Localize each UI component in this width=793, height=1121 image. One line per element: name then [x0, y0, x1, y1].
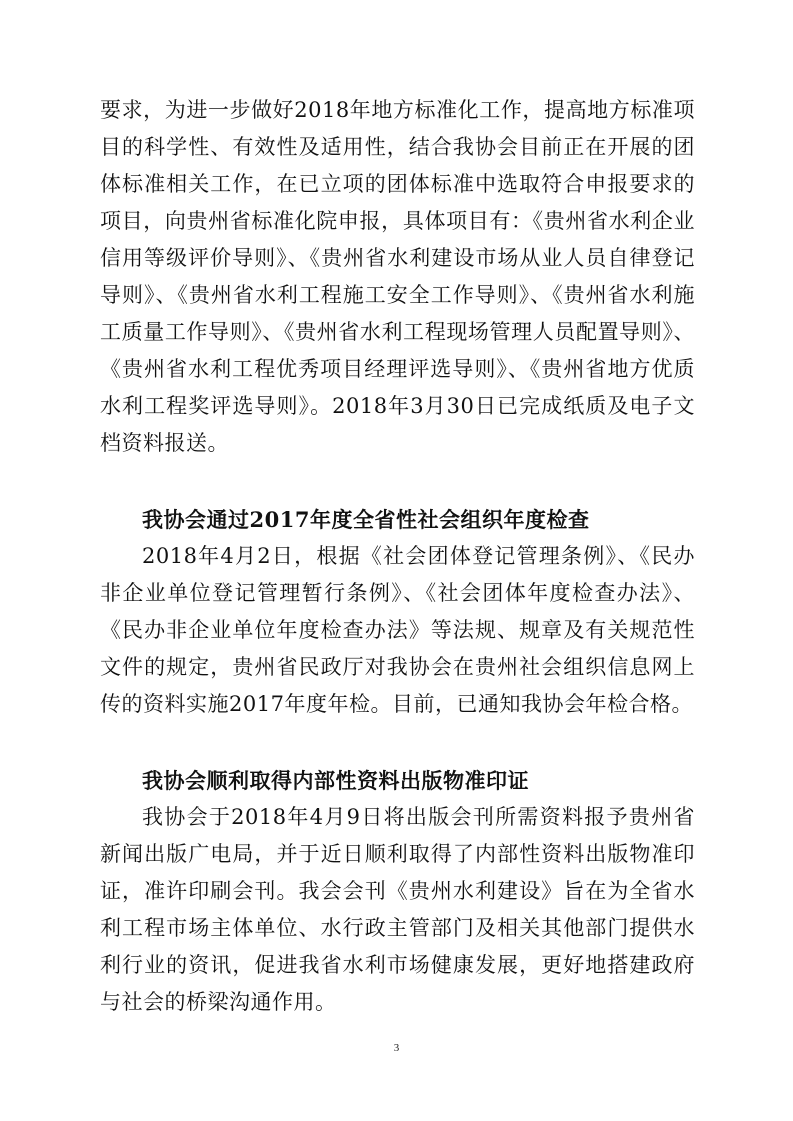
- intro-paragraph: 要求，为进一步做好2018年地方标准化工作，提高地方标准项目的科学性、有效性及适用性，结合我协会目前正在开展的团体标准相关工作，在已立项的团体标准中选取符合申报要求的项目，向贵州省标准化院申报，具体项目有：《贵州省水利企业信用等级评价导则》、《贵州省水利建设市场从业人员自律登记导则》、《贵州省水利工程施工安全工作导则》、《贵州省水利施工质量工作导则》、《贵州省水利工程现场管理人员配置导则》、《贵州省水利工程优秀项目经理评选导则》、《贵州省地方优质水利工程奖评选导则》。2018年3月30日已完成纸质及电子文档资料报送。: [100, 98, 695, 455]
- section-body-annual-check: 2018年4月2日，根据《社会团体登记管理条例》、《民办非企业单位登记管理暂行条例》、《社会团体年度检查办法》、《民办非企业单位年度检查办法》等法规、规章及有关规范性文件的规定，贵州省民政厅对我协会在贵州社会组织信息网上传的资料实施2017年度年检。目前，已通知我协会年检合格。: [100, 544, 695, 716]
- section-heading-publication-permit: 我协会顺利取得内部性资料出版物准印证: [142, 768, 529, 793]
- page-number: 3: [393, 1042, 400, 1054]
- section-body-publication-permit: 我协会于2018年4月9日将出版会刊所需资料报予贵州省新闻出版广电局，并于近日顺利取得了内部性资料出版物准印证，准许印刷会刊。我会会刊《贵州水利建设》旨在为全省水利工程市场主体单位、水行政主管部门及相关其他部门提供水利行业的资讯，促进我省水利市场健康发展，更好地搭建政府与社会的桥梁沟通作用。: [100, 805, 695, 1014]
- section-heading-annual-check: 我协会通过2017年度全省性社会组织年度检查: [142, 507, 590, 532]
- section-spacer: [100, 723, 695, 762]
- document-page: [100, 92, 695, 1021]
- section-spacer: [100, 462, 695, 501]
